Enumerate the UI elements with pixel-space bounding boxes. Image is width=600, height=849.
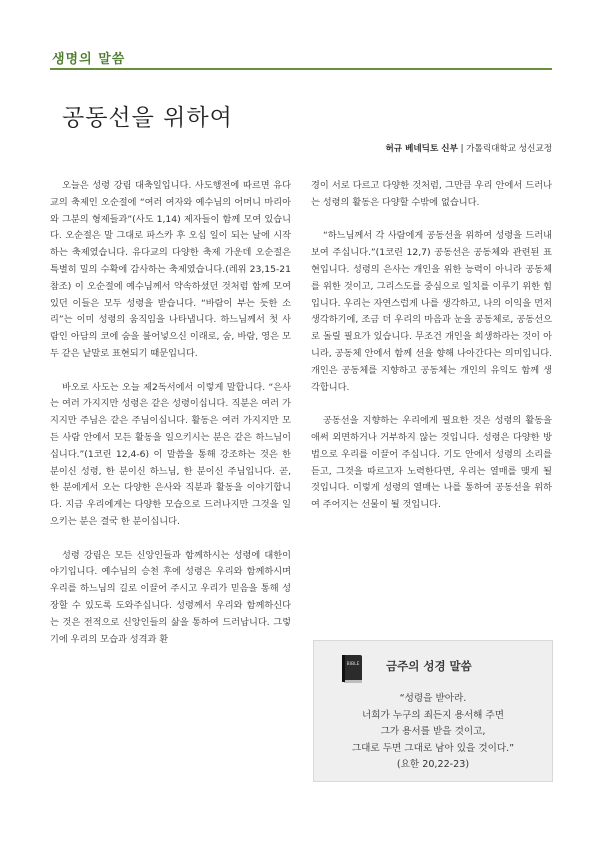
bible-icon-label: BIBLE — [346, 662, 360, 667]
body-paragraph: 공동선을 지향하는 우리에게 필요한 것은 성령의 활동을 애써 외면하거나 거부하지 않는 것입니다. 성령은 다양한 방법으로 우리를 이끌어 주십니다. 기도 안에서 성령의 소리를 듣고, 그것을 따르고자 노력한다면, 우리는 열매를 맺게 될 것입니다. 이렇게 성령의 열매는 나를 통하여 공동선을 위하여 주어지는 선물이 될 것입니다. — [311, 415, 552, 511]
author-affiliation: 가톨릭대학교 성신교정 — [466, 144, 552, 154]
header-divider — [50, 68, 552, 70]
body-paragraph: 바오로 사도는 오늘 제2독서에서 이렇게 말합니다. “은사는 여러 가지지만 성령은 같은 성령이십니다. 직분은 여러 가지지만 주님은 같은 주님이십니다. 활동은 여러 가지지만 모든 사람 안에서 모든 활동을 일으키시는 분은 같은 하느님이십니다.”(1코린 12,4-6) 이 말씀을 통해 강조하는 것은 한 분이신 성령, 한 분이신 하느님, 한 분이신 주님입니다. 곧, 한 분에게서 오는 다양한 은사와 직분과 활동을 이야기합니다. 지금 우리에게는 다양한 모습으로 드러나지만 그것을 일으키는 분은 결국 한 분이십니다. — [50, 381, 291, 527]
body-paragraph: “하느님께서 각 사람에게 공동선을 위하여 성령을 드러내 보여 주십니다.”(1코린 12,7) 공동선은 공동체와 관련된 표현입니다. 성령의 은사는 개인을 위한 능력이 아니라 공동체를 위한 것이고, 그리스도를 중심으로 일치를 이루기 위한 힘입니다. 우리는 자연스럽게 나를 생각하고, 나의 이익을 먼저 생각하기에, 조금 더 우리의 마음과 눈을 공동체로, 공동선으로 돌릴 필요가 있습니다. 무조건 개인을 희생하라는 것이 아니라, 공동체 안에서 함께 선을 향해 나아간다는 의미입니다. 개인은 공동체를 지향하고 공동체는 개인의 유익도 함께 생각합니다. — [311, 230, 552, 393]
body-paragraph: 경이 서로 다르고 다양한 것처럼, 그만큼 우리 안에서 드러나는 성령의 활동은 다양할 수밖에 없습니다. — [311, 180, 552, 208]
byline-separator: | — [460, 144, 464, 154]
verse-line: 너희가 누구의 죄든지 용서해 주면 — [362, 709, 504, 721]
verse-text — [320, 691, 546, 774]
bible-icon — [338, 653, 366, 685]
body-paragraph: 성령 강림은 모든 신앙인들과 함께하시는 성령에 대한이야기입니다. 예수님의 승천 후에 성령은 우리와 함께하시며 우리를 하느님의 길로 이끌어 주시고 우리가 믿음을 통해 성장할 수 있도록 도와주십니다. 성령께서 우리와 함께하신다는 것은 전적으로 신앙인들의 삶을 통하여 드러납니다. 그렇기에 우리의 모습과 성격과 환 — [50, 549, 291, 645]
weekly-verse-title: 금주의 성경 말씀 — [386, 659, 472, 673]
verse-line: “성령을 받아라. — [399, 693, 467, 704]
verse-line: 그대로 두면 그대로 남아 있을 것이다.” — [351, 742, 515, 754]
left-column — [50, 178, 291, 665]
section-label: 생명의 말씀 — [52, 52, 126, 67]
author-name: 허규 베네딕토 신부 — [385, 144, 458, 154]
weekly-verse-box — [313, 640, 553, 782]
verse-line: 그가 용서를 받을 것이고, — [380, 726, 486, 737]
right-column — [311, 178, 552, 531]
verse-reference: (요한 20,22-23) — [396, 759, 470, 770]
article-title: 공동선을 위하여 — [62, 105, 233, 131]
body-paragraph: 오늘은 성령 강림 대축일입니다. 사도행전에 따르면 유다교의 축제인 오순절에 “여러 여자와 예수님의 어머니 마리아와 그분의 형제들과”(사도 1,14) 제자들이 함께 모여 있습니다. 오순절은 말 그대로 파스카 후 오십 일이 되는 날에 시작하는 축제였습니다. 유다교의 다양한 축제 가운데 오순절은 특별히 밀의 수확에 감사하는 축제였습니다.(레위 23,15-21 참조) 이 오순절에 예수님께서 약속하셨던 것처럼 함께 모여 있던 이들은 모두 성령을 받습니다. “바람이 부는 듯한 소리”는 이미 성령의 움직임을 나타냅니다. 하느님께서 첫 사람인 아담의 코에 숨을 불어넣으신 이래로, 숨, 바람, 영은 모두 같은 낱말로 표현되기 때문입니다. — [50, 180, 291, 359]
byline — [385, 142, 552, 154]
